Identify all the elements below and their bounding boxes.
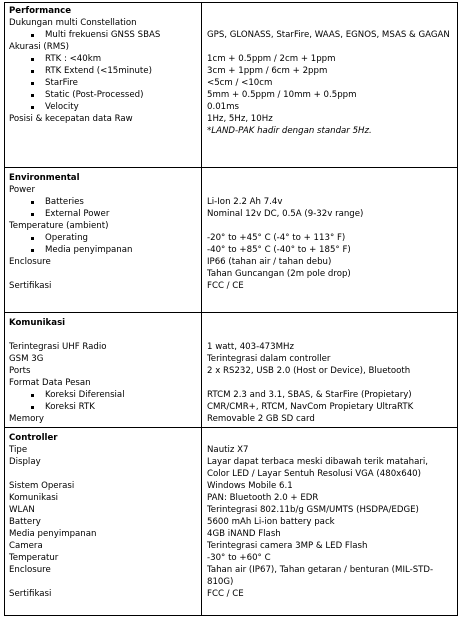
spec-row bbox=[5, 492, 457, 504]
spec-row bbox=[5, 77, 457, 89]
spec-row bbox=[5, 528, 457, 540]
spec-label: StarFire bbox=[45, 78, 78, 88]
spec-row bbox=[5, 208, 457, 220]
spec-row bbox=[5, 29, 457, 41]
spec-label: Batteries bbox=[45, 197, 84, 207]
spec-value: CMR/CMR+, RTCM, NavCom Propietary UltraRTK bbox=[207, 402, 414, 412]
spec-value: 2 x RS232, USB 2.0 (Host or Device), Bluetooth bbox=[207, 366, 411, 376]
spec-row bbox=[5, 53, 457, 65]
spec-row bbox=[5, 377, 457, 389]
spec-label: Sertifikasi bbox=[9, 281, 52, 291]
spec-row bbox=[5, 341, 457, 353]
spec-label: Media penyimpanan bbox=[9, 529, 97, 539]
spec-row bbox=[5, 17, 457, 29]
spec-value: 5600 mAh Li-ion battery pack bbox=[207, 517, 335, 527]
spec-value: 1 watt, 403-473MHz bbox=[207, 342, 294, 352]
spec-label: Tipe bbox=[9, 445, 28, 455]
spec-label: Dukungan multi Constellation bbox=[9, 18, 137, 28]
spec-label: Enclosure bbox=[9, 565, 51, 575]
spec-row bbox=[5, 588, 457, 600]
spec-value: Terintegrasi 802.11b/g GSM/UMTS (HSDPA/EDGE) bbox=[207, 505, 419, 515]
spec-label: Temperatur bbox=[9, 553, 59, 563]
spec-row bbox=[5, 564, 457, 576]
spec-value: 3cm + 1ppm / 6cm + 2ppm bbox=[207, 66, 328, 76]
spec-value: Terintegrasi dalam controller bbox=[207, 354, 331, 364]
spec-row bbox=[5, 268, 457, 280]
spec-label: Posisi & kecepatan data Raw bbox=[9, 114, 133, 124]
spec-label: Static (Post-Processed) bbox=[45, 90, 144, 100]
spec-value: Terintegrasi camera 3MP & LED Flash bbox=[207, 541, 368, 551]
spec-value: -20° to +45° C (-4° to + 113° F) bbox=[207, 233, 346, 243]
spec-label: Camera bbox=[9, 541, 43, 551]
spec-label: Ports bbox=[9, 366, 31, 376]
spec-label: Koreksi RTK bbox=[45, 402, 95, 412]
spec-label: Memory bbox=[9, 414, 44, 424]
spec-row bbox=[5, 413, 457, 425]
spec-value: -30° to +60° C bbox=[207, 553, 271, 563]
spec-value: FCC / CE bbox=[207, 281, 244, 291]
spec-row bbox=[5, 480, 457, 492]
spec-label: WLAN bbox=[9, 505, 35, 515]
spec-row bbox=[5, 468, 457, 480]
section-title: Komunikasi bbox=[9, 318, 66, 328]
spec-row bbox=[5, 456, 457, 468]
spec-label: Akurasi (RMS) bbox=[9, 42, 69, 52]
spec-row bbox=[5, 540, 457, 552]
spec-row bbox=[5, 232, 457, 244]
spec-row bbox=[5, 552, 457, 564]
spec-row bbox=[5, 196, 457, 208]
spec-row bbox=[5, 89, 457, 101]
spec-label: External Power bbox=[45, 209, 110, 219]
spec-row bbox=[5, 444, 457, 456]
spec-value: 4GB iNAND Flash bbox=[207, 529, 281, 539]
spec-value: IP66 (tahan air / tahan debu) bbox=[207, 257, 332, 267]
spec-value: 5mm + 0.5ppm / 10mm + 0.5ppm bbox=[207, 90, 357, 100]
spec-label: Battery bbox=[9, 517, 41, 527]
spec-label: Sistem Operasi bbox=[9, 481, 75, 491]
spec-row bbox=[5, 401, 457, 413]
spec-label: Multi frekuensi GNSS SBAS bbox=[45, 30, 161, 40]
spec-row bbox=[5, 65, 457, 77]
section-environmental bbox=[5, 167, 457, 313]
spec-value: *LAND-PAK hadir dengan standar 5Hz. bbox=[207, 126, 372, 136]
spec-row bbox=[5, 504, 457, 516]
section-controller bbox=[5, 427, 457, 616]
spec-label: Power bbox=[9, 185, 35, 195]
spec-label: Enclosure bbox=[9, 257, 51, 267]
spec-value: <5cm / <10cm bbox=[207, 78, 273, 88]
spec-label: Operating bbox=[45, 233, 88, 243]
spec-label: Media penyimpanan bbox=[45, 245, 133, 255]
spec-value: Li-Ion 2.2 Ah 7.4v bbox=[207, 197, 283, 207]
spec-row bbox=[5, 576, 457, 588]
spec-row bbox=[5, 41, 457, 53]
spec-table bbox=[4, 2, 458, 616]
spec-label: Sertifikasi bbox=[9, 589, 52, 599]
section-komunikasi bbox=[5, 312, 457, 428]
spec-label: Komunikasi bbox=[9, 493, 59, 503]
spec-row bbox=[5, 329, 457, 341]
spec-row bbox=[5, 280, 457, 292]
spec-row bbox=[5, 353, 457, 365]
spec-value: Windows Mobile 6.1 bbox=[207, 481, 293, 491]
spec-value: -40° to +85° C (-40° to + 185° F) bbox=[207, 245, 351, 255]
spec-label: GSM 3G bbox=[9, 354, 44, 364]
spec-row bbox=[5, 389, 457, 401]
spec-value: Tahan air (IP67), Tahan getaran / benturan (MIL-STD- bbox=[207, 565, 434, 575]
section-title: Controller bbox=[9, 433, 58, 443]
spec-value: 1cm + 0.5ppm / 2cm + 1ppm bbox=[207, 54, 336, 64]
spec-value: Layar dapat terbaca meski dibawah terik matahari, bbox=[207, 457, 429, 467]
spec-label: Koreksi Diferensial bbox=[45, 390, 125, 400]
spec-label: Temperature (ambient) bbox=[9, 221, 109, 231]
spec-value: Removable 2 GB SD card bbox=[207, 414, 315, 424]
spec-row bbox=[5, 113, 457, 125]
section-title: Environmental bbox=[9, 173, 80, 183]
spec-row bbox=[5, 516, 457, 528]
spec-row bbox=[5, 184, 457, 196]
section-performance bbox=[5, 3, 457, 167]
spec-row bbox=[5, 244, 457, 256]
spec-value: 1Hz, 5Hz, 10Hz bbox=[207, 114, 273, 124]
spec-value: Tahan Guncangan (2m pole drop) bbox=[207, 269, 351, 279]
spec-label: RTK Extend (<15minute) bbox=[45, 66, 152, 76]
spec-label: Format Data Pesan bbox=[9, 378, 91, 388]
spec-row bbox=[5, 101, 457, 113]
spec-label: Terintegrasi UHF Radio bbox=[9, 342, 107, 352]
spec-value: GPS, GLONASS, StarFire, WAAS, EGNOS, MSAS & GAGAN bbox=[207, 30, 450, 40]
spec-value: PAN: Bluetooth 2.0 + EDR bbox=[207, 493, 319, 503]
spec-label: RTK : <40km bbox=[45, 54, 102, 64]
spec-value: 810G) bbox=[207, 577, 234, 587]
spec-value: Nautiz X7 bbox=[207, 445, 249, 455]
spec-value: Color LED / Layar Sentuh Resolusi VGA (480x640) bbox=[207, 469, 422, 479]
spec-value: Nominal 12v DC, 0.5A (9-32v range) bbox=[207, 209, 364, 219]
spec-row bbox=[5, 125, 457, 137]
spec-value: 0.01ms bbox=[207, 102, 239, 112]
spec-value: FCC / CE bbox=[207, 589, 244, 599]
spec-row bbox=[5, 365, 457, 377]
spec-row bbox=[5, 256, 457, 268]
spec-row bbox=[5, 220, 457, 232]
spec-label: Display bbox=[9, 457, 41, 467]
section-title: Performance bbox=[9, 6, 72, 16]
spec-label: Velocity bbox=[45, 102, 79, 112]
spec-value: RTCM 2.3 and 3.1, SBAS, & StarFire (Propietary) bbox=[207, 390, 412, 400]
